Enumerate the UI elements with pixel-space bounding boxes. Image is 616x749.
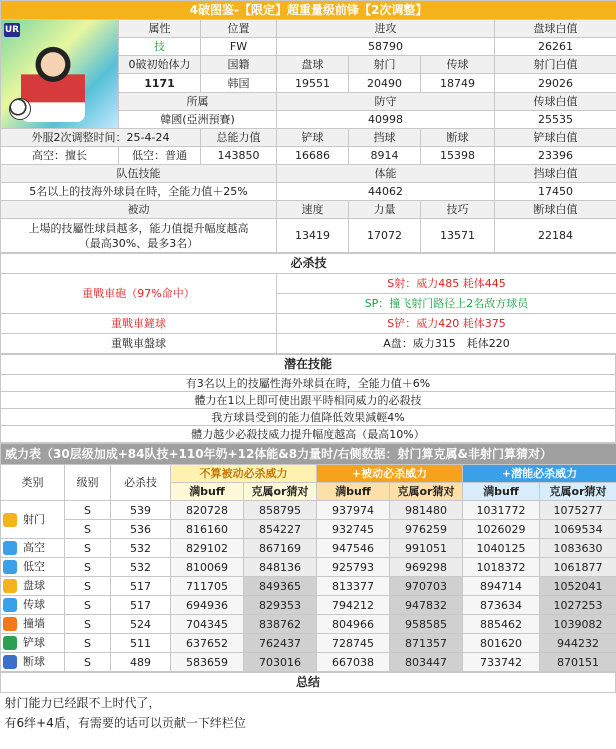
power-value: 1052041: [540, 577, 616, 596]
value-pass: 18749: [421, 74, 495, 92]
power-value: 704345: [171, 615, 244, 634]
power-row: [1, 653, 616, 672]
tackle-icon: [3, 636, 17, 650]
power-category-cell: [1, 596, 65, 615]
power-category-cell: [1, 634, 65, 653]
power-value: 803447: [390, 653, 463, 672]
power-skill: 517: [111, 577, 171, 596]
power-skill: 524: [111, 615, 171, 634]
skills-table: [0, 253, 616, 354]
power-row: [1, 577, 616, 596]
power-value: 932745: [317, 520, 390, 539]
sub-counter: 克属or猜对: [244, 483, 317, 501]
passive-line-2: （最高30%、最多3名）: [78, 236, 199, 250]
power-category-cell: [1, 615, 65, 634]
power-value: 733742: [463, 653, 540, 672]
potential-item: 體力在1以上即可使出跟平時相同威力的必殺技: [1, 392, 616, 409]
label-adjust-date: 外服2次调整时间：25-4-24: [1, 129, 201, 147]
passive-line-1: 上場的技屬性球員越多，能力值提升幅度越高: [28, 221, 249, 235]
power-value: 958585: [390, 615, 463, 634]
power-value: 885462: [463, 615, 540, 634]
col-category: 类别: [1, 465, 65, 501]
power-value: 1040125: [463, 539, 540, 558]
power-value: 804966: [317, 615, 390, 634]
power-value: 794212: [317, 596, 390, 615]
power-value: 1083630: [540, 539, 616, 558]
power-value: 813377: [317, 577, 390, 596]
value-dribble-base: 26261: [495, 38, 616, 56]
power-value: 829102: [171, 539, 244, 558]
power-row: [1, 634, 616, 653]
label-attack: 进攻: [277, 20, 495, 38]
value-technique: 13571: [421, 219, 495, 253]
label-nationality: 国籍: [201, 56, 277, 74]
power-row: [1, 596, 616, 615]
label-block: 挡球: [349, 129, 421, 147]
power-level: S: [65, 577, 111, 596]
potential-header: 潜在技能: [1, 355, 616, 375]
power-category-cell: [1, 653, 65, 672]
label-tackle: 铲球: [277, 129, 349, 147]
dribble-icon: [3, 579, 17, 593]
skill-name-2: 重戰車鏟球: [1, 314, 277, 334]
power-value: 873634: [463, 596, 540, 615]
power-row: [1, 615, 616, 634]
summary-table: [0, 672, 616, 733]
power-row: [1, 501, 616, 520]
player-card-image: [1, 20, 119, 129]
power-category-cell: [1, 501, 65, 539]
value-intercept: 15398: [421, 147, 495, 165]
power-value: 871357: [390, 634, 463, 653]
power-category-cell: [1, 558, 65, 577]
power-value: 838762: [244, 615, 317, 634]
value-attack: 58790: [277, 38, 495, 56]
value-power: 17072: [349, 219, 421, 253]
power-value: 810069: [171, 558, 244, 577]
value-intercept-base: 22184: [495, 219, 616, 253]
skill-name-3: 重戰車盤球: [1, 334, 277, 354]
power-value: 925793: [317, 558, 390, 577]
power-level: S: [65, 520, 111, 539]
potential-item: 體力越少必殺技威力提升幅度越高（最高10%）: [1, 426, 616, 443]
label-block-base: 挡球白值: [495, 165, 616, 183]
power-value: 976259: [390, 520, 463, 539]
high-ball-icon: [3, 541, 17, 555]
group-passive: +被动必杀威力: [317, 465, 463, 483]
label-team: 所属: [119, 92, 277, 110]
sub-full-buff: 满buff: [317, 483, 390, 501]
power-value: 1027253: [540, 596, 616, 615]
power-value: 969298: [390, 558, 463, 577]
value-block: 8914: [349, 147, 421, 165]
power-category: 断球: [23, 655, 45, 668]
potential-table: [0, 354, 616, 443]
potential-item: 我方球員受到的能力值降低效果減輕4%: [1, 409, 616, 426]
sub-counter: 克属or猜对: [390, 483, 463, 501]
label-pass-base: 传球白值: [495, 92, 616, 110]
power-value: 637652: [171, 634, 244, 653]
power-value: 937974: [317, 501, 390, 520]
power-value: 947546: [317, 539, 390, 558]
skill-desc-2: S铲：威力420 耗体375: [277, 314, 616, 334]
power-value: 583659: [171, 653, 244, 672]
label-team-skill: 队伍技能: [1, 165, 277, 183]
power-row: [1, 520, 616, 539]
power-category: 传球: [23, 598, 45, 611]
label-intercept-base: 断球白值: [495, 201, 616, 219]
power-value: 1069534: [540, 520, 616, 539]
skill-desc-sp: SP：撞飞射门路径上2名敌方球员: [277, 294, 616, 314]
pass-icon: [3, 598, 17, 612]
power-value: 991051: [390, 539, 463, 558]
power-value: 854227: [244, 520, 317, 539]
power-value: 970703: [390, 577, 463, 596]
power-value: 711705: [171, 577, 244, 596]
value-shoot-base: 29026: [495, 74, 616, 92]
intercept-icon: [3, 655, 17, 669]
sub-counter: 克属or猜对: [540, 483, 616, 501]
power-value: 894714: [463, 577, 540, 596]
label-intercept: 断球: [421, 129, 495, 147]
power-skill: 532: [111, 539, 171, 558]
value-passive: [1, 219, 277, 253]
power-value: 816160: [171, 520, 244, 539]
power-value: 801620: [463, 634, 540, 653]
label-speed: 速度: [277, 201, 349, 219]
value-total: 143850: [201, 147, 277, 165]
power-level: S: [65, 653, 111, 672]
value-high-ball: 高空：擅长: [1, 147, 119, 165]
power-category: 铲球: [23, 636, 45, 649]
label-passive: 被动: [1, 201, 277, 219]
label-shoot: 射门: [349, 56, 421, 74]
power-level: S: [65, 558, 111, 577]
power-level: S: [65, 615, 111, 634]
one-two-icon: [3, 617, 17, 631]
value-initial-stamina: 1171: [119, 74, 201, 92]
power-value: 820728: [171, 501, 244, 520]
info-table: [0, 0, 616, 253]
label-tackle-base: 铲球白值: [495, 129, 616, 147]
sub-full-buff: 满buff: [463, 483, 540, 501]
label-defense: 防守: [277, 92, 495, 110]
power-level: S: [65, 634, 111, 653]
power-value: 1026029: [463, 520, 540, 539]
power-value: 848136: [244, 558, 317, 577]
label-power: 力量: [349, 201, 421, 219]
skill-desc-1: S射：威力485 耗体445: [277, 274, 616, 294]
power-table: [0, 443, 616, 672]
skill-desc-3: A盘：威力315 耗体220: [277, 334, 616, 354]
label-position: 位置: [201, 20, 277, 38]
value-attribute: 技: [119, 38, 201, 56]
label-initial-stamina: 0破初始体力: [119, 56, 201, 74]
power-value: 1061877: [540, 558, 616, 577]
label-pass: 传球: [421, 56, 495, 74]
shoot-icon: [3, 513, 17, 527]
label-stamina: 体能: [277, 165, 495, 183]
low-ball-icon: [3, 560, 17, 574]
power-level: S: [65, 596, 111, 615]
group-potential: +潜能必杀威力: [463, 465, 616, 483]
label-technique: 技巧: [421, 201, 495, 219]
power-value: 947832: [390, 596, 463, 615]
label-attribute: 属性: [119, 20, 201, 38]
value-tackle: 16686: [277, 147, 349, 165]
power-value: 944232: [540, 634, 616, 653]
power-category-cell: [1, 539, 65, 558]
col-skill: 必杀技: [111, 465, 171, 501]
value-shoot: 20490: [349, 74, 421, 92]
value-dribble: 19551: [277, 74, 349, 92]
rarity-badge: UR: [4, 25, 20, 35]
soccer-ball-icon: [9, 98, 31, 120]
power-value: 1039082: [540, 615, 616, 634]
potential-item: 有3名以上的技屬性海外球員在時，全能力值＋6%: [1, 375, 616, 392]
power-value: 703016: [244, 653, 317, 672]
power-row: [1, 539, 616, 558]
page-title: 4破图鉴-【限定】超重量级前锋【2次调整】: [1, 1, 616, 20]
power-value: 858795: [244, 501, 317, 520]
label-shoot-base: 射门白值: [495, 56, 616, 74]
power-value: 1075277: [540, 501, 616, 520]
summary-line: 有6绊+4盾，有需要的话可以贡献一下绊栏位: [4, 715, 246, 730]
power-value: 1018372: [463, 558, 540, 577]
power-skill: 489: [111, 653, 171, 672]
power-value: 762437: [244, 634, 317, 653]
value-pass-base: 25535: [495, 110, 616, 128]
power-value: 667038: [317, 653, 390, 672]
power-row: [1, 558, 616, 577]
value-team: 韓國(亞洲預賽): [119, 110, 277, 128]
power-category-cell: [1, 577, 65, 596]
value-team-skill: 5名以上的技海外球員在時，全能力值＋25%: [1, 183, 277, 201]
power-category: 射门: [23, 512, 45, 526]
value-tackle-base: 23396: [495, 147, 616, 165]
power-skill: 539: [111, 501, 171, 520]
skill-name-1: 重戰車砲（97%命中）: [1, 274, 277, 314]
label-dribble: 盘球: [277, 56, 349, 74]
power-value: 870151: [540, 653, 616, 672]
power-skill: 536: [111, 520, 171, 539]
power-category: 盘球: [23, 579, 45, 592]
label-total: 总能力值: [201, 129, 277, 147]
sub-full-buff: 满buff: [171, 483, 244, 501]
power-table-title: 威力表（30层级加成+84队技+110年奶+12体能&8力量时/右侧数据：射门算克属&非射门算猜对）: [1, 444, 616, 465]
value-defense: 40998: [277, 110, 495, 128]
value-stamina: 44062: [277, 183, 495, 201]
power-value: 981480: [390, 501, 463, 520]
power-value: 728745: [317, 634, 390, 653]
value-low-ball: 低空：普通: [119, 147, 201, 165]
summary-header: 总结: [1, 673, 616, 693]
power-value: 1031772: [463, 501, 540, 520]
power-skill: 532: [111, 558, 171, 577]
group-no-passive: 不算被动必杀威力: [171, 465, 317, 483]
power-category: 低空: [23, 560, 45, 573]
power-value: 849365: [244, 577, 317, 596]
skills-header: 必杀技: [1, 254, 616, 274]
label-dribble-base: 盘球白值: [495, 20, 616, 38]
power-value: 694936: [171, 596, 244, 615]
value-position: FW: [201, 38, 277, 56]
value-nationality: 韩国: [201, 74, 277, 92]
value-speed: 13419: [277, 219, 349, 253]
value-block-base: 17450: [495, 183, 616, 201]
power-skill: 517: [111, 596, 171, 615]
power-value: 829353: [244, 596, 317, 615]
power-level: S: [65, 539, 111, 558]
power-category: 高空: [23, 541, 45, 554]
power-category: 撞墙: [23, 617, 45, 630]
power-level: S: [65, 501, 111, 520]
summary-line: 射门能力已经跟不上时代了，: [4, 695, 161, 710]
power-value: 867169: [244, 539, 317, 558]
power-skill: 511: [111, 634, 171, 653]
col-level: 级别: [65, 465, 111, 501]
